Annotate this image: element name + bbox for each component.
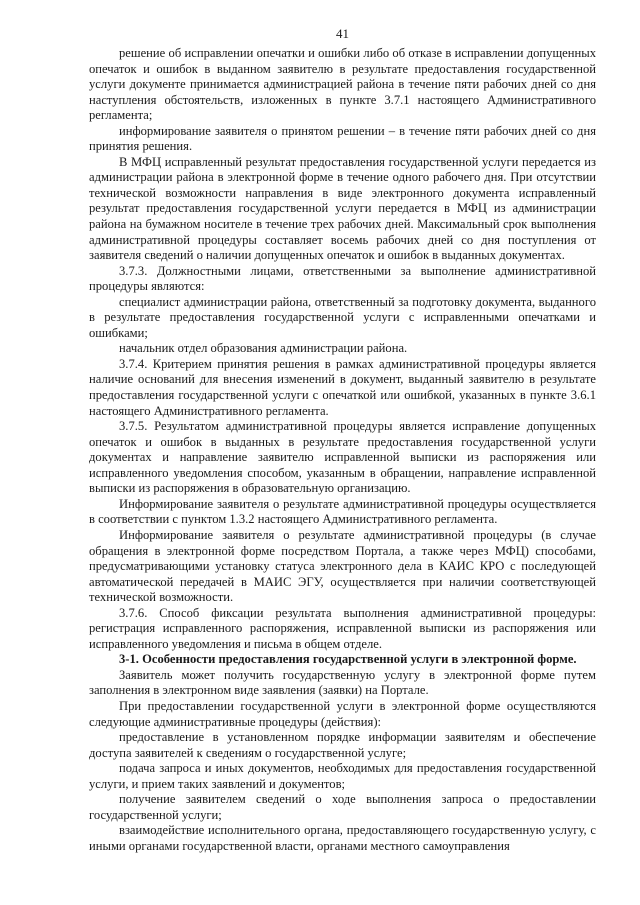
paragraph-informing-electronic: Информирование заявителя о результате административной процедуры (в случае обращения в электронной форме посредством Портала, а также через МФЦ) способами, предусматривающими установку статуса электронного дела в КАИС КРО с последующей автоматической передачей в МАИС ЭГУ, осуществляется при наличии соответствующей технической возможности.: [89, 527, 596, 605]
paragraph-procedures-intro: При предоставлении государственной услуги в электронной форме осуществляются следующие административные процедуры (действия):: [89, 698, 596, 729]
paragraph-inform-applicant: информирование заявителя о принятом решении – в течение пяти рабочих дней со дня принятия решения.: [89, 123, 596, 154]
paragraph-info-access: предоставление в установленном порядке информации заявителям и обеспечение доступа заявителей к сведениям о государственной услуге;: [89, 730, 596, 760]
paragraph-specialist: специалист администрации района, ответственный за подготовку документа, выданного в результате предоставления государственной услуги с исправленными опечатками и ошибками;: [89, 294, 596, 340]
paragraph-request-submission: подача запроса и иных документов, необходимых для предоставления государственной услуги, и прием таких заявлений и документов;: [89, 761, 596, 791]
section-heading-3-1: 3-1. Особенности предоставления государственной услуги в электронной форме.: [119, 652, 577, 667]
paragraph-3-7-4: 3.7.4. Критерием принятия решения в рамках административной процедуры является наличие оснований для внесения изменений в документ, выданный заявителю в результате предоставления государственной услуги с опечаткой или ошибкой, указанных в пункте 3.6.1 настоящего Административного регламента.: [89, 356, 596, 418]
paragraph-portal-application: Заявитель может получить государственную услугу в электронной форме путем заполнения в электронном виде заявления (заявки) на Портале.: [89, 667, 596, 698]
paragraph-3-7-6: 3.7.6. Способ фиксации результата выполнения административной процедуры: регистрация исправленного распоряжения, исправленной выписки из распоряжения или исправленного уведомления и письма в общем отделе.: [89, 605, 596, 651]
page-number: 41: [336, 26, 349, 41]
paragraph-interaction: взаимодействие исполнительного органа, предоставляющего государственную услугу, с иными органами государственной власти, органами местного самоуправления: [89, 823, 596, 853]
paragraph-mfc-transfer: В МФЦ исправленный результат предоставления государственной услуги передается из администрации района в электронной форме в течение одного рабочего дня. При отсутствии технической возможности направления в виде электронного документа исправленный результат предоставления государственной услуги передается в МФЦ из администрации района на бумажном носителе в течение трех рабочих дней. Максимальный срок выполнения административной процедуры составляет восемь рабочих дней со дня поступления от заявителя сведений о наличии допущенных опечаток и ошибок в выданных документах.: [89, 154, 596, 263]
paragraph-request-status: получение заявителем сведений о ходе выполнения запроса о предоставлении государственной услуги;: [89, 792, 596, 822]
paragraph-3-7-3: 3.7.3. Должностными лицами, ответственными за выполнение административной процедуры являются:: [89, 263, 596, 294]
paragraph-3-7-5: 3.7.5. Результатом административной процедуры является исправление допущенных опечаток и ошибок в выданных в результате предоставления государственной услуги документах и направление заявителю исправленной выписки из распоряжения или исправленного уведомления способом, указанным в обращении, направление исправленной выписки из распоряжения в образовательную организацию.: [89, 419, 596, 496]
paragraph-informing-1-3-2: Информирование заявителя о результате административной процедуры осуществляется в соответствии с пунктом 1.3.2 настоящего Административного регламента.: [89, 496, 596, 527]
paragraph-decision-deadline: решение об исправлении опечатки и ошибки либо об отказе в исправлении допущенных опечаток и ошибок в выданном заявителю в результате предоставления государственной услуги документе принимается администрацией района в течение пяти рабочих дней со дня наступления обстоятельств, изложенных в пункте 3.7.1 настоящего Административного регламента;: [89, 46, 596, 123]
paragraph-head-of-department: начальник отдел образования администрации района.: [119, 341, 408, 356]
